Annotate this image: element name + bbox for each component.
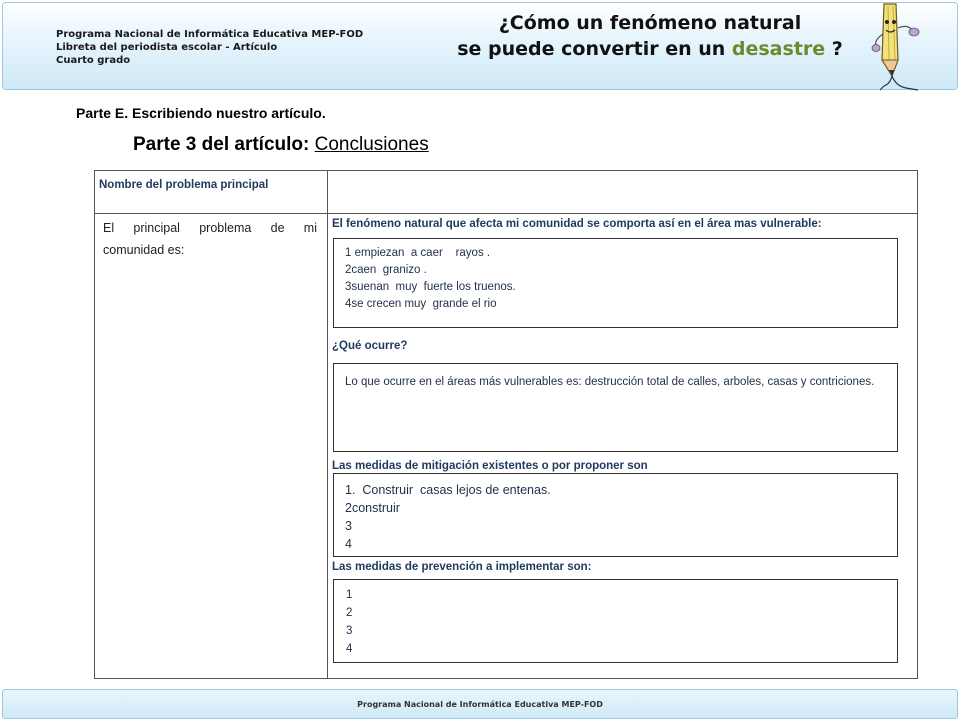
what-happens-box[interactable] — [333, 363, 898, 452]
title-line-2-suffix: ? — [825, 38, 843, 60]
section-title — [133, 134, 429, 156]
program-line: Cuarto grado — [56, 55, 131, 66]
prevention-line: 2 — [346, 607, 353, 619]
behavior-line: 1 empiezan a caer rayos . — [345, 247, 491, 259]
row-divider — [95, 213, 917, 214]
behavior-line: 2caen granizo . — [345, 264, 427, 276]
main-problem-label: El principal problema de mi comunidad es: — [103, 221, 317, 257]
page-title — [440, 10, 860, 62]
mitigation-line: 4 — [345, 537, 352, 551]
footer-band — [2, 689, 958, 719]
section-title-underlined: Conclusiones — [314, 134, 429, 155]
mitigation-line: 2construir — [345, 501, 400, 515]
program-line: Programa Nacional de Informática Educativa MEP-FOD — [56, 29, 364, 40]
pencil-mascot-icon — [862, 0, 952, 95]
prevention-box[interactable] — [333, 579, 898, 663]
what-happens-title: ¿Qué ocurre? — [332, 340, 408, 352]
title-line-1: ¿Cómo un fenómeno natural — [498, 12, 802, 34]
program-info — [56, 28, 363, 67]
behavior-line: 4se crecen muy grande el rio — [345, 298, 497, 310]
behavior-line: 3suenan muy fuerte los truenos. — [345, 281, 516, 293]
prevention-line: 1 — [346, 589, 353, 601]
prevention-line: 4 — [346, 643, 353, 655]
mitigation-line: 1. Construir casas lejos de entenas. — [345, 483, 551, 497]
prevention-line: 3 — [346, 625, 353, 637]
mitigation-title: Las medidas de mitigación existentes o por proponer son — [332, 460, 648, 472]
section-title-prefix: Parte 3 del artículo: — [133, 134, 315, 155]
title-line-2 — [440, 36, 860, 62]
column-divider — [327, 171, 328, 678]
problem-name-label: Nombre del problema principal — [99, 179, 269, 191]
title-accent-word: desastre — [731, 38, 826, 60]
title-line-2-prefix: se puede convertir en un — [457, 38, 732, 60]
what-happens-text: Lo que ocurre en el áreas más vulnerables es: destrucción total de calles, arboles, casas y contriciones. — [345, 376, 875, 388]
mitigation-line: 3 — [345, 519, 352, 533]
mitigation-box[interactable] — [333, 473, 898, 557]
section-subtitle: Parte E. Escribiendo nuestro artículo. — [76, 105, 326, 121]
footer-text: Programa Nacional de Informática Educativa MEP-FOD — [357, 700, 603, 709]
behavior-box[interactable] — [333, 238, 898, 328]
behavior-title: El fenómeno natural que afecta mi comunidad se comporta así en el área mas vulnerable: — [332, 218, 822, 230]
prevention-title: Las medidas de prevención a implementar son: — [332, 561, 592, 573]
program-line: Libreta del periodista escolar - Artículo — [56, 42, 278, 53]
